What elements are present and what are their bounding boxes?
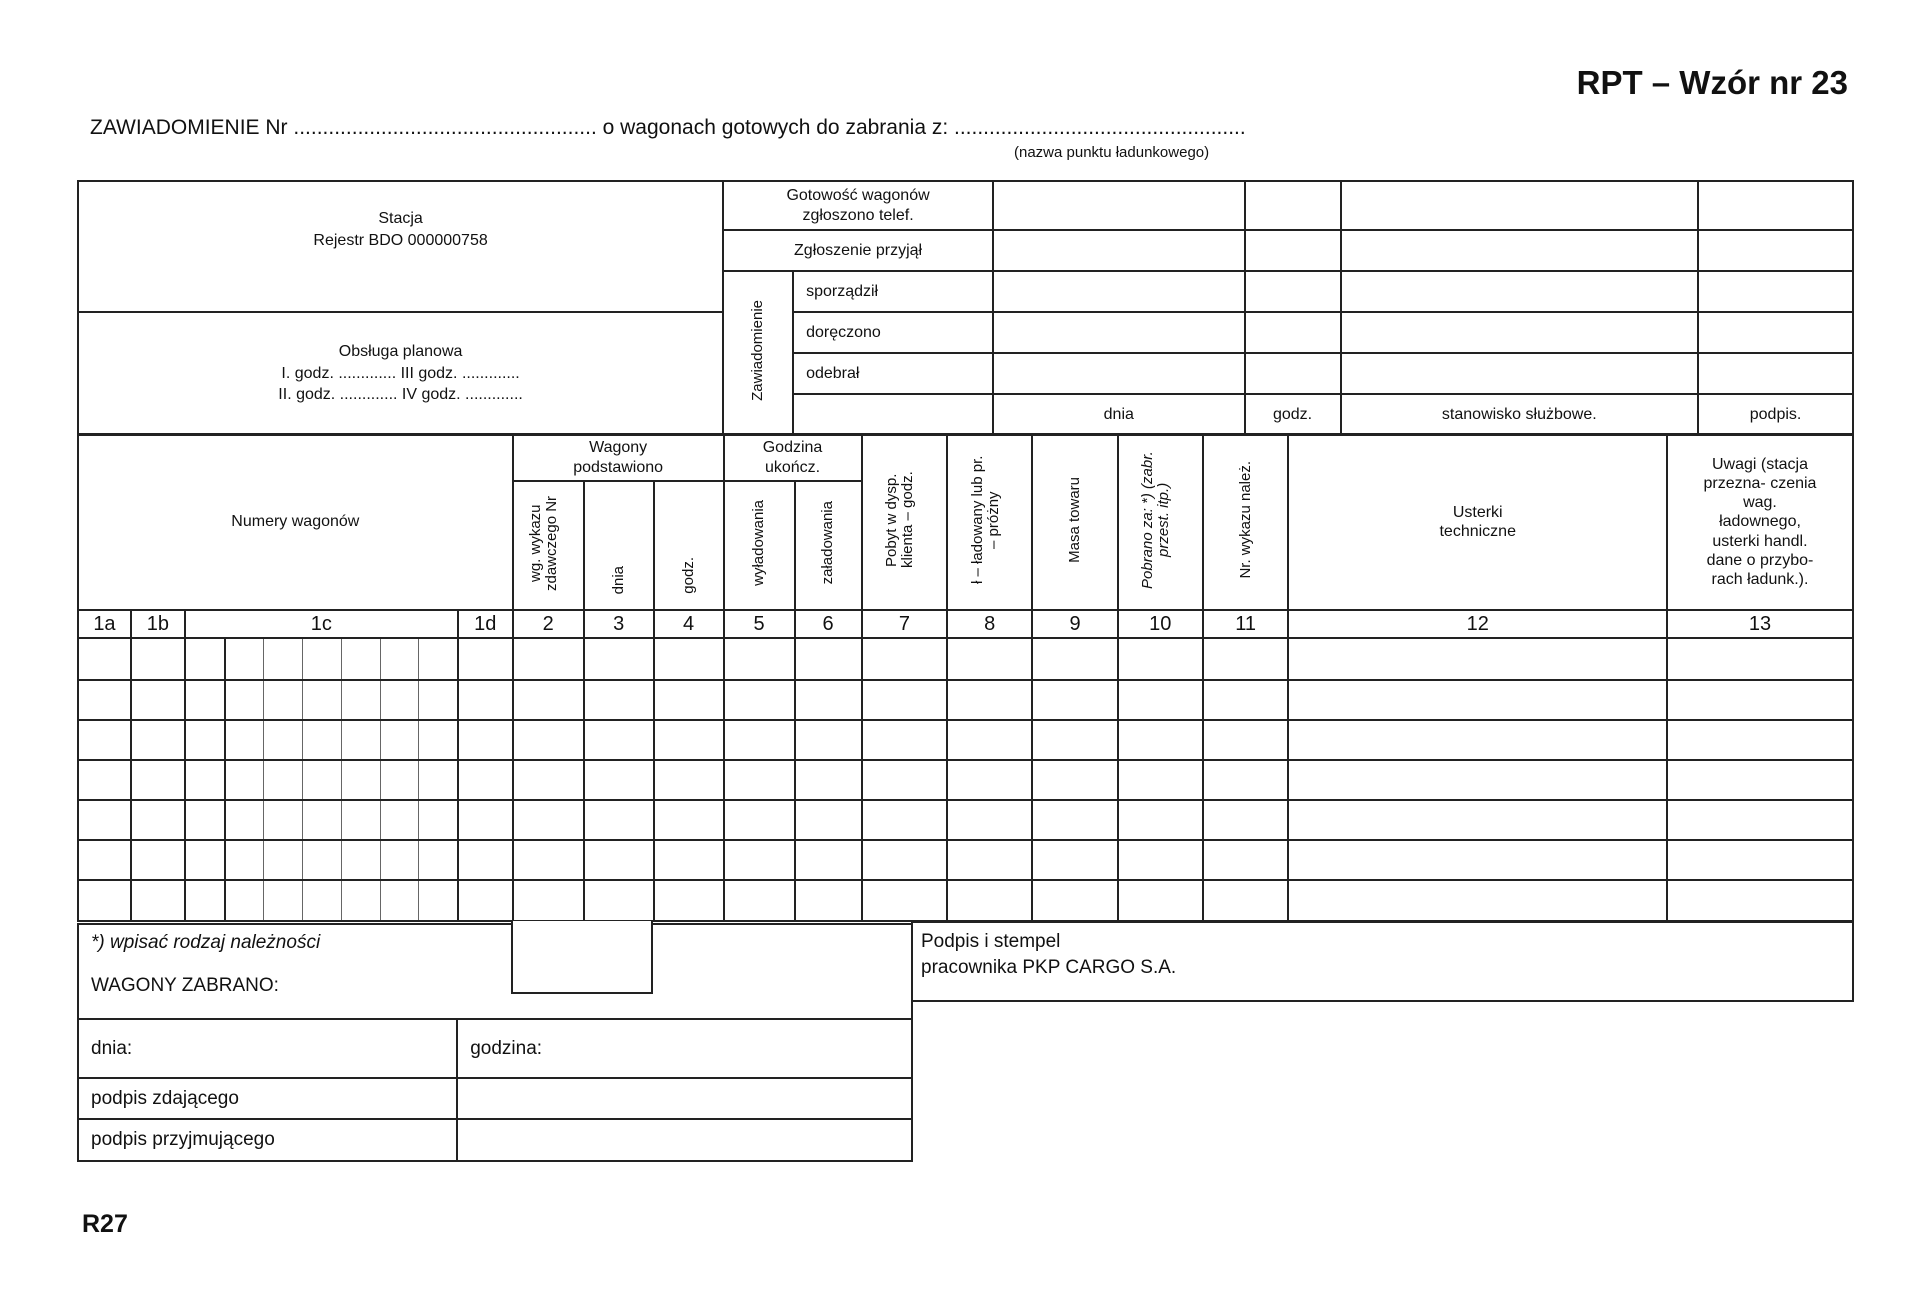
technical-defects-header: Usterki techniczne <box>1288 434 1666 610</box>
table-cell[interactable] <box>513 638 584 680</box>
col-number: 13 <box>1667 610 1853 638</box>
top-header-table <box>77 180 1854 436</box>
field[interactable] <box>1245 230 1341 271</box>
table-cell[interactable] <box>1032 760 1118 800</box>
table-cell[interactable] <box>225 720 264 760</box>
field[interactable] <box>993 271 1245 312</box>
table-cell[interactable] <box>185 638 225 680</box>
field[interactable] <box>993 312 1245 353</box>
table-cell[interactable] <box>1288 760 1666 800</box>
table-row <box>78 720 1853 760</box>
received-label: odebrał <box>793 353 993 394</box>
table-cell[interactable] <box>263 760 302 800</box>
table-cell[interactable] <box>1288 880 1666 921</box>
readiness-reported-label: Gotowość wagonów zgłoszono telef. <box>723 181 993 230</box>
planned-service-line2: II. godz. ............. IV godz. ............. <box>278 386 523 404</box>
table-cell[interactable] <box>724 638 795 680</box>
field[interactable] <box>1698 230 1853 271</box>
table-cell[interactable] <box>1032 638 1118 680</box>
col-2-header <box>513 481 584 610</box>
report-accepted-label: Zgłoszenie przyjął <box>723 230 993 271</box>
col-3-header <box>584 481 654 610</box>
table-cell[interactable] <box>654 760 724 800</box>
table-cell[interactable] <box>654 840 724 880</box>
table-cell[interactable] <box>341 880 380 921</box>
pickup-box[interactable] <box>511 921 653 994</box>
table-cell[interactable] <box>458 760 513 800</box>
col-5-header <box>724 481 795 610</box>
table-cell[interactable] <box>947 840 1032 880</box>
wagons-table <box>77 433 1854 922</box>
table-cell[interactable] <box>1667 760 1853 800</box>
table-cell[interactable] <box>131 880 185 921</box>
field[interactable] <box>1341 181 1699 230</box>
table-cell[interactable] <box>225 800 264 840</box>
notice-label: Zawiadomienie <box>749 300 767 401</box>
col-number: 11 <box>1203 610 1289 638</box>
col-number: 1d <box>458 610 513 638</box>
col-number: 2 <box>513 610 584 638</box>
table-cell[interactable] <box>1288 680 1666 720</box>
field[interactable] <box>793 394 993 435</box>
table-cell[interactable] <box>1118 880 1203 921</box>
notice-vertical-label <box>723 271 793 435</box>
col-number: 6 <box>795 610 862 638</box>
table-cell[interactable] <box>1203 840 1289 880</box>
table-cell[interactable] <box>947 680 1032 720</box>
unloading-label: wyładowania <box>750 500 768 586</box>
table-cell[interactable] <box>584 880 654 921</box>
table-cell[interactable] <box>185 760 225 800</box>
table-cell[interactable] <box>654 638 724 680</box>
table-row <box>78 880 1853 921</box>
table-cell[interactable] <box>795 800 862 840</box>
col-number: 5 <box>724 610 795 638</box>
pickup-hour-label[interactable]: godzina: <box>457 1019 912 1078</box>
table-row <box>78 800 1853 840</box>
table-cell[interactable] <box>1118 840 1203 880</box>
table-cell[interactable] <box>263 638 302 680</box>
table-cell[interactable] <box>78 800 131 840</box>
table-cell[interactable] <box>131 840 185 880</box>
table-cell[interactable] <box>513 880 584 921</box>
table-cell[interactable] <box>302 680 341 720</box>
pkp-employee-label: pracownika PKP CARGO S.A. <box>921 956 1177 978</box>
by-list-label: wg. wykazu zdawczego Nr <box>527 495 560 591</box>
table-cell[interactable] <box>341 680 380 720</box>
table-cell[interactable] <box>724 760 795 800</box>
table-cell[interactable] <box>78 720 131 760</box>
table-cell[interactable] <box>1118 638 1203 680</box>
form-title: RPT – Wzór nr 23 <box>1576 64 1848 101</box>
table-cell[interactable] <box>1667 840 1853 880</box>
table-cell[interactable] <box>1288 720 1666 760</box>
col-number: 12 <box>1288 610 1666 638</box>
pickup-day-label[interactable]: dnia: <box>78 1019 457 1078</box>
field[interactable] <box>1341 271 1699 312</box>
table-row <box>78 638 1853 680</box>
list-number-label: Nr. wykazu należ. <box>1236 460 1254 579</box>
col-8-header <box>947 434 1032 610</box>
table-cell[interactable] <box>795 880 862 921</box>
table-cell[interactable] <box>795 638 862 680</box>
table-cell[interactable] <box>513 720 584 760</box>
field[interactable] <box>1698 312 1853 353</box>
table-cell[interactable] <box>584 720 654 760</box>
table-cell[interactable] <box>584 680 654 720</box>
col-number: 1b <box>131 610 185 638</box>
col-number: 10 <box>1118 610 1203 638</box>
table-cell[interactable] <box>1667 638 1853 680</box>
planned-service-cell <box>78 312 723 435</box>
table-cell[interactable] <box>185 800 225 840</box>
table-cell[interactable] <box>419 680 458 720</box>
table-row <box>78 840 1853 880</box>
col-number: 1c <box>185 610 458 638</box>
day-label: dnia <box>609 565 627 594</box>
hour-label: godz. <box>1245 394 1341 435</box>
table-cell[interactable] <box>724 720 795 760</box>
table-cell[interactable] <box>419 840 458 880</box>
table-cell[interactable] <box>225 840 264 880</box>
table-cell[interactable] <box>1118 760 1203 800</box>
table-cell[interactable] <box>1118 680 1203 720</box>
handover-signature-label: podpis zdającego <box>78 1078 457 1119</box>
planned-service-line1: I. godz. ............. III godz. ............. <box>281 364 520 382</box>
col-number: 4 <box>654 610 724 638</box>
table-cell[interactable] <box>1667 880 1853 921</box>
col-11-header <box>1203 434 1289 610</box>
table-cell[interactable] <box>131 720 185 760</box>
table-cell[interactable] <box>458 840 513 880</box>
col-6-header <box>795 481 862 610</box>
table-cell[interactable] <box>513 800 584 840</box>
prepared-by-label: sporządził <box>793 271 993 312</box>
field[interactable] <box>1698 181 1853 230</box>
table-cell[interactable] <box>1032 680 1118 720</box>
table-cell[interactable] <box>1032 880 1118 921</box>
table-cell[interactable] <box>185 680 225 720</box>
col-7-header <box>862 434 948 610</box>
table-cell[interactable] <box>795 840 862 880</box>
table-cell[interactable] <box>1118 720 1203 760</box>
table-cell[interactable] <box>78 880 131 921</box>
table-cell[interactable] <box>225 760 264 800</box>
station-cell <box>78 181 723 312</box>
table-row <box>78 760 1853 800</box>
col-number: 8 <box>947 610 1032 638</box>
table-cell[interactable] <box>724 680 795 720</box>
table-cell[interactable] <box>380 800 419 840</box>
col-4-header <box>654 481 724 610</box>
table-cell[interactable] <box>1288 840 1666 880</box>
table-cell[interactable] <box>302 800 341 840</box>
wagons-taken-label: WAGONY ZABRANO: <box>78 954 912 1019</box>
col-number: 1a <box>78 610 131 638</box>
delivered-label: doręczono <box>793 312 993 353</box>
table-cell[interactable] <box>724 880 795 921</box>
table-cell[interactable] <box>1203 720 1289 760</box>
table-cell[interactable] <box>341 720 380 760</box>
table-cell[interactable] <box>947 800 1032 840</box>
table-cell[interactable] <box>1203 800 1289 840</box>
field[interactable] <box>1698 353 1853 394</box>
table-cell[interactable] <box>513 760 584 800</box>
planned-service-title: Obsługa planowa <box>338 343 463 361</box>
table-cell[interactable] <box>302 880 341 921</box>
position-label: stanowisko służbowe. <box>1341 394 1699 435</box>
table-cell[interactable] <box>341 840 380 880</box>
remarks-header: Uwagi (stacja przezna- czenia wag. ładownego, usterki handl. dane o przybo- rach ładunk.). <box>1667 434 1853 610</box>
table-cell[interactable] <box>584 840 654 880</box>
table-cell[interactable] <box>263 880 302 921</box>
table-cell[interactable] <box>380 880 419 921</box>
day-label: dnia <box>993 394 1245 435</box>
stamp-label: Podpis i stempel <box>921 931 1061 952</box>
table-cell[interactable] <box>1203 880 1289 921</box>
field[interactable] <box>1341 312 1699 353</box>
table-cell[interactable] <box>263 800 302 840</box>
pickup-table <box>77 923 913 1162</box>
signature-table <box>911 921 1854 1002</box>
table-cell[interactable] <box>724 800 795 840</box>
stay-label: Pobyt w dysp. klienta – godz. <box>883 471 917 568</box>
table-cell[interactable] <box>419 638 458 680</box>
table-cell[interactable] <box>131 680 185 720</box>
table-cell[interactable] <box>947 880 1032 921</box>
table-cell[interactable] <box>1032 800 1118 840</box>
table-cell[interactable] <box>341 760 380 800</box>
col-number: 3 <box>584 610 654 638</box>
table-cell[interactable] <box>419 800 458 840</box>
table-cell[interactable] <box>513 680 584 720</box>
wagon-data-rows <box>78 638 1853 921</box>
field[interactable] <box>1245 353 1341 394</box>
collected-label: Pobrano za: *) (zabr. przest. itp.) <box>1139 450 1173 589</box>
table-cell[interactable] <box>380 720 419 760</box>
table-cell[interactable] <box>862 638 948 680</box>
table-cell[interactable] <box>862 800 948 840</box>
table-cell[interactable] <box>1288 800 1666 840</box>
table-cell[interactable] <box>185 720 225 760</box>
table-cell[interactable] <box>654 680 724 720</box>
notice-headline: ZAWIADOMIENIE Nr .................................................... o wagonach gotowych do zabrania z: .................................................. <box>90 116 1246 139</box>
table-cell[interactable] <box>862 760 948 800</box>
field[interactable] <box>1341 353 1699 394</box>
table-cell[interactable] <box>341 638 380 680</box>
table-cell[interactable] <box>263 680 302 720</box>
table-cell[interactable] <box>458 638 513 680</box>
table-cell[interactable] <box>302 840 341 880</box>
field[interactable] <box>1245 181 1341 230</box>
column-numbers-row <box>78 610 1853 638</box>
table-cell[interactable] <box>419 720 458 760</box>
table-cell[interactable] <box>263 720 302 760</box>
table-cell[interactable] <box>263 840 302 880</box>
loading-point-caption: (nazwa punktu ładunkowego) <box>1014 144 1210 161</box>
table-cell[interactable] <box>458 800 513 840</box>
field[interactable] <box>993 181 1245 230</box>
table-cell[interactable] <box>380 760 419 800</box>
table-cell[interactable] <box>131 760 185 800</box>
table-cell[interactable] <box>185 840 225 880</box>
table-cell[interactable] <box>795 760 862 800</box>
table-cell[interactable] <box>1288 638 1666 680</box>
field[interactable] <box>993 230 1245 271</box>
table-cell[interactable] <box>78 638 131 680</box>
table-cell[interactable] <box>380 840 419 880</box>
table-cell[interactable] <box>862 720 948 760</box>
table-cell[interactable] <box>1203 680 1289 720</box>
field[interactable] <box>1245 271 1341 312</box>
field[interactable] <box>1698 271 1853 312</box>
table-cell[interactable] <box>302 638 341 680</box>
receiver-signature-label: podpis przyjmującego <box>78 1119 457 1161</box>
table-cell[interactable] <box>78 840 131 880</box>
table-cell[interactable] <box>513 840 584 880</box>
handover-signature-field[interactable] <box>457 1078 912 1119</box>
table-cell[interactable] <box>458 680 513 720</box>
table-cell[interactable] <box>185 880 225 921</box>
table-cell[interactable] <box>1203 638 1289 680</box>
table-cell[interactable] <box>131 638 185 680</box>
table-cell[interactable] <box>795 680 862 720</box>
table-cell[interactable] <box>1203 760 1289 800</box>
table-cell[interactable] <box>458 880 513 921</box>
table-cell[interactable] <box>1667 800 1853 840</box>
table-cell[interactable] <box>1032 720 1118 760</box>
table-cell[interactable] <box>1667 720 1853 760</box>
col-10-header <box>1118 434 1203 610</box>
form-code: R27 <box>82 1210 128 1238</box>
table-cell[interactable] <box>1032 840 1118 880</box>
wagon-numbers-header: Numery wagonów <box>78 434 513 610</box>
table-cell[interactable] <box>654 720 724 760</box>
field[interactable] <box>1245 312 1341 353</box>
table-row <box>78 680 1853 720</box>
table-cell[interactable] <box>1667 680 1853 720</box>
table-cell[interactable] <box>419 880 458 921</box>
table-cell[interactable] <box>302 760 341 800</box>
station-label: Stacja <box>378 209 423 227</box>
completion-hour-header: Godzina ukończ. <box>724 434 862 481</box>
col-number: 9 <box>1032 610 1118 638</box>
field[interactable] <box>993 353 1245 394</box>
table-cell[interactable] <box>341 800 380 840</box>
table-cell[interactable] <box>947 638 1032 680</box>
table-cell[interactable] <box>419 760 458 800</box>
table-cell[interactable] <box>78 760 131 800</box>
table-cell[interactable] <box>795 720 862 760</box>
hour-label: godz. <box>679 557 697 594</box>
table-cell[interactable] <box>78 680 131 720</box>
table-cell[interactable] <box>302 720 341 760</box>
cargo-mass-label: Masa towaru <box>1066 476 1084 563</box>
signature-label: podpis. <box>1698 394 1853 435</box>
receiver-signature-field[interactable] <box>457 1119 912 1161</box>
table-cell[interactable] <box>584 800 654 840</box>
stamp-signature-cell[interactable] <box>912 922 1853 1001</box>
table-cell[interactable] <box>862 680 948 720</box>
wagons-placed-header: Wagony podstawiono <box>513 434 724 481</box>
table-cell[interactable] <box>862 880 948 921</box>
table-cell[interactable] <box>225 880 264 921</box>
loading-label: załadowania <box>819 501 837 585</box>
bdo-register: Rejestr BDO 000000758 <box>313 231 488 249</box>
table-cell[interactable] <box>131 800 185 840</box>
table-cell[interactable] <box>724 840 795 880</box>
field[interactable] <box>1341 230 1699 271</box>
table-cell[interactable] <box>654 800 724 840</box>
table-cell[interactable] <box>225 680 264 720</box>
table-cell[interactable] <box>225 638 264 680</box>
footnote: *) wpisać rodzaj należności <box>78 924 912 954</box>
table-cell[interactable] <box>458 720 513 760</box>
table-cell[interactable] <box>584 760 654 800</box>
col-number: 7 <box>862 610 948 638</box>
table-cell[interactable] <box>947 760 1032 800</box>
table-cell[interactable] <box>947 720 1032 760</box>
table-cell[interactable] <box>654 880 724 921</box>
table-cell[interactable] <box>1118 800 1203 840</box>
col-9-header <box>1032 434 1118 610</box>
table-cell[interactable] <box>584 638 654 680</box>
table-cell[interactable] <box>380 638 419 680</box>
table-cell[interactable] <box>380 680 419 720</box>
table-cell[interactable] <box>862 840 948 880</box>
loaded-label: ł – ładowany lub pr. – próżny <box>968 455 1002 584</box>
